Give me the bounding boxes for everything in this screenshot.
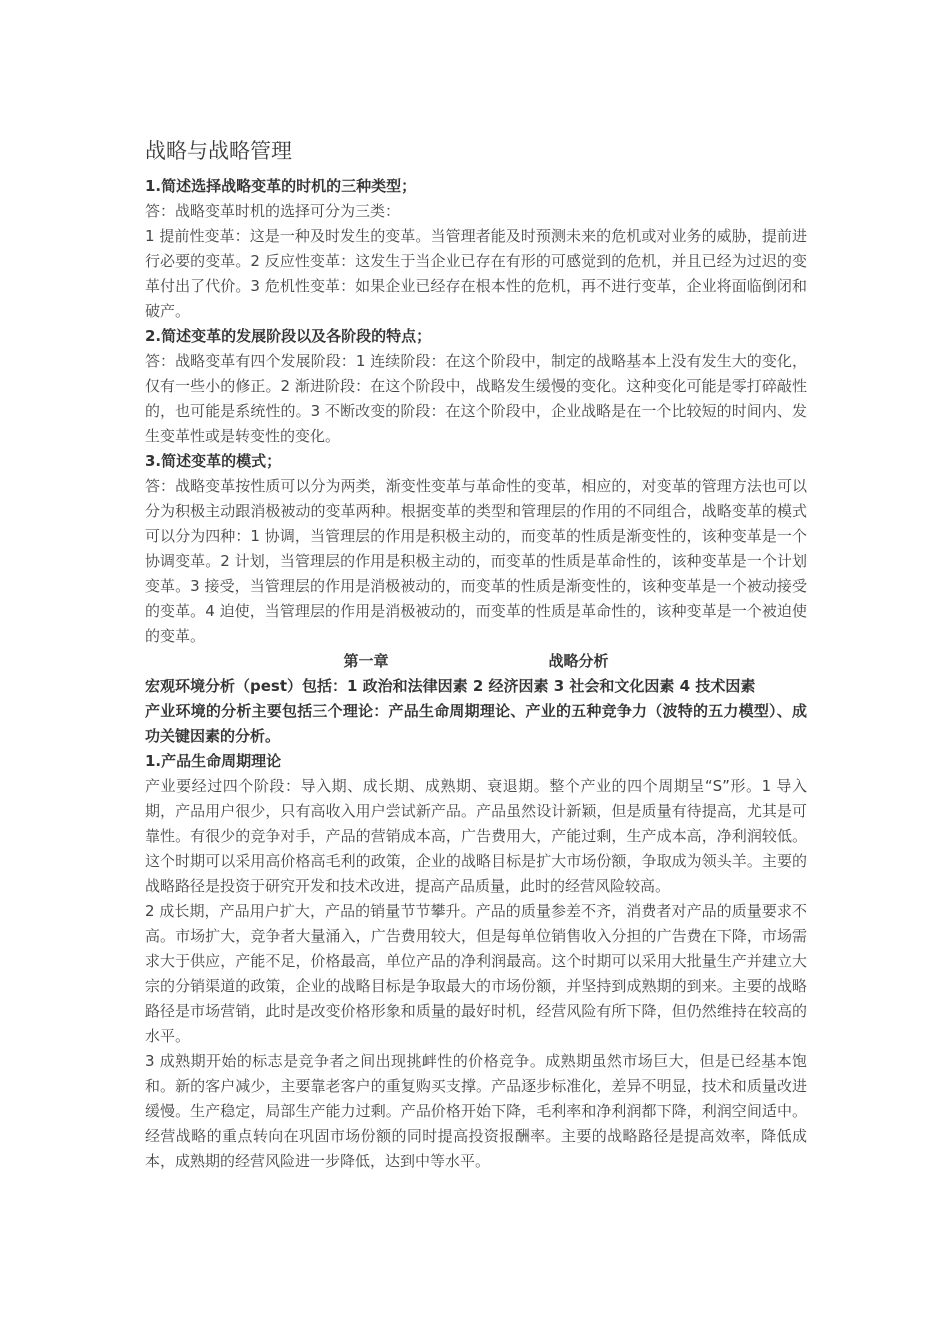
chapter-name: 战略分析	[548, 652, 609, 670]
document-title: 战略与战略管理	[145, 139, 292, 163]
body-paragraph: 2 成长期，产品用户扩大，产品的销量节节攀升。产品的质量参差不齐，消费者对产品的质量要求不高。市场扩大，竞争者大量涌入，广告费用较大，但是每单位销售收入分担的广告费在下降，市场需求大于供应，产能不足，价格最高，单位产品的净利润最高。这个时期可以采用大批量生产并建立大宗的分销渠道的政策，企业的战略目标是争取最大的市场份额，并坚持到成熟期的到来。主要的战略路径是市场营销，此时是改变价格形象和质量的最好时机，经营风险有所下降，但仍然维持在较高的水平。	[145, 902, 807, 1045]
answer-paragraph: 答：战略变革时机的选择可分为三类：	[145, 202, 401, 220]
body-paragraph: 3 成熟期开始的标志是竞争者之间出现挑衅性的价格竞争。成熟期虽然市场巨大，但是已经基本饱和。新的客户减少，主要靠老客户的重复购买支撑。产品逐步标准化，差异不明显，技术和质量改进缓慢。生产稳定，局部生产能力过剩。产品价格开始下降，毛利率和净利润都下降，利润空间适中。经营战略的重点转向在巩固市场份额的同时提高投资报酬率。主要的战略路径是提高效率，降低成本，成熟期的经营风险进一步降低，达到中等水平。	[145, 1052, 807, 1170]
answer-paragraph: 答：战略变革有四个发展阶段：1 连续阶段：在这个阶段中，制定的战略基本上没有发生大的变化，仅有一些小的修正。2 渐进阶段：在这个阶段中，战略发生缓慢的变化。这种变化可能是零打碎敲性的，也可能是系统性的。3 不断改变的阶段：在这个阶段中，企业战略是在一个比较短的时间内、发生变革性或是转变性的变化。	[145, 352, 807, 445]
chapter-intro-line: 宏观环境分析（pest）包括：1 政治和法律因素 2 经济因素 3 社会和文化因素 4 技术因素	[145, 677, 756, 695]
answer-paragraph: 1 提前性变革：这是一种及时发生的变革。当管理者能及时预测未来的危机或对业务的威胁，提前进行必要的变革。2 反应性变革：这发生于当企业已存在有形的可感觉到的危机，并且已经为过迟的变革付出了代价。3 危机性变革：如果企业已经存在根本性的危机，再不进行变革，企业将面临倒闭和破产。	[145, 227, 807, 320]
chapter-number: 第一章	[343, 652, 389, 670]
answer-paragraph: 答：战略变革按性质可以分为两类，渐变性变革与革命性的变革，相应的，对变革的管理方法也可以分为积极主动跟消极被动的变革两种。根据变革的类型和管理层的作用的不同组合，战略变革的模式可以分为四种：1 协调，当管理层的作用是积极主动的，而变革的性质是渐变性的，该种变革是一个协调变革。2 计划，当管理层的作用是积极主动的，而变革的性质是革命性的，该种变革是一个计划变革。3 接受，当管理层的作用是消极被动的，而变革的性质是渐变性的，该种变革是一个被动接受的变革。4 迫使，当管理层的作用是消极被动的，而变革的性质是革命性的，该种变革是一个被迫使的变革。	[145, 477, 807, 645]
section-heading: 1.产品生命周期理论	[145, 752, 282, 770]
question-heading: 1.简述选择战略变革的时机的三种类型；	[145, 177, 417, 195]
chapter-heading	[145, 649, 807, 674]
body-paragraph: 产业要经过四个阶段：导入期、成长期、成熟期、衰退期。整个产业的四个周期呈“S”形。1 导入期，产品用户很少，只有高收入用户尝试新产品。产品虽然设计新颖，但是质量有待提高，尤其是可靠性。有很少的竞争对手，产品的营销成本高，广告费用大，产能过剩，生产成本高，净利润较低。这个时期可以采用高价格高毛利的政策，企业的战略目标是扩大市场份额，争取成为领头羊。主要的战略路径是投资于研究开发和技术改进，提高产品质量，此时的经营风险较高。	[145, 777, 807, 895]
document-body	[145, 174, 807, 1174]
chapter-intro-line: 产业环境的分析主要包括三个理论：产品生命周期理论、产业的五种竞争力（波特的五力模型）、成功关键因素的分析。	[145, 702, 807, 745]
question-heading: 3.简述变革的模式；	[145, 452, 282, 470]
question-heading: 2.简述变革的发展阶段以及各阶段的特点；	[145, 327, 432, 345]
